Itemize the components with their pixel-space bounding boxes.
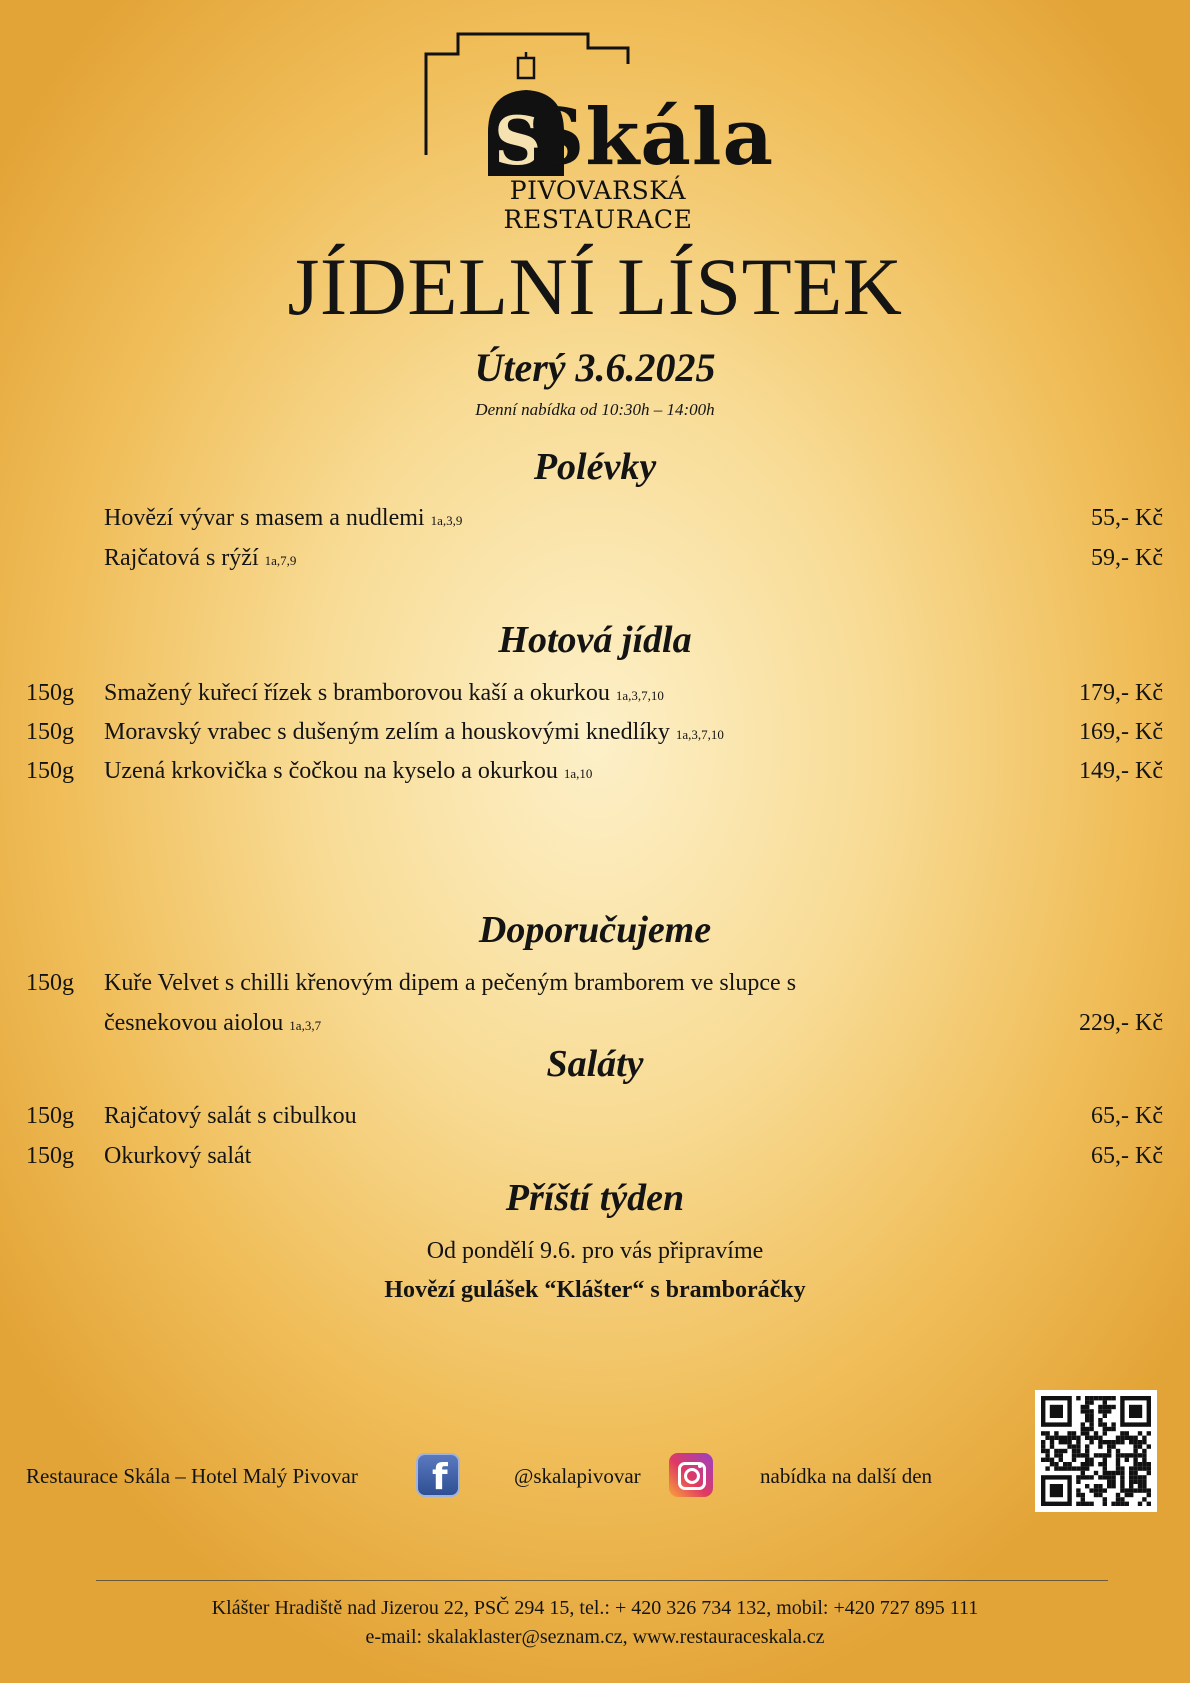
- logo-subtitle: PIVOVARSKÁ RESTAURACE: [503, 176, 693, 234]
- qr-code-graphic: [1035, 1390, 1157, 1512]
- item-price: 149,- Kč: [1079, 758, 1163, 784]
- instagram-handle[interactable]: @skalapivovar: [514, 1464, 641, 1488]
- item-allergens: 1a,3,9: [430, 513, 463, 528]
- menu-item: [0, 1103, 1190, 1141]
- footer-address: Klášter Hradiště nad Jizerou 22, PSČ 294 15, tel.: + 420 326 734 132, mobil: +420 727 895 111: [211, 1597, 979, 1619]
- section-heading-recommend: Doporučujeme: [478, 909, 712, 951]
- footer-divider: [96, 1580, 1108, 1581]
- section-heading-next-week: Příští týden: [505, 1177, 685, 1219]
- menu-item: [0, 970, 1190, 1008]
- next-week-dish: Hovězí gulášek “Klášter“ s bramboráčky: [384, 1277, 806, 1303]
- next-week-intro: Od pondělí 9.6. pro vás připravíme: [426, 1238, 764, 1264]
- item-weight: 150g: [26, 970, 74, 996]
- item-weight: 150g: [26, 1143, 74, 1169]
- item-name: Okurkový salát: [104, 1143, 252, 1169]
- next-day-note: nabídka na další den: [760, 1464, 933, 1488]
- item-weight: 150g: [26, 758, 74, 784]
- restaurant-name: Restaurace Skála – Hotel Malý Pivovar: [26, 1464, 358, 1488]
- item-name: Hovězí vývar s masem a nudlemi: [104, 505, 425, 531]
- item-allergens: 1a,3,7,10: [615, 688, 664, 703]
- item-allergens: 1a,3,7: [289, 1018, 322, 1033]
- section-heading-soups: Polévky: [533, 446, 657, 488]
- logo-letter-s: S: [494, 102, 542, 180]
- item-price: 65,- Kč: [1091, 1143, 1163, 1169]
- footer-contact[interactable]: e-mail: skalaklaster@seznam.cz, www.restauraceskala.cz: [365, 1626, 825, 1648]
- item-name-wrap: [104, 545, 296, 572]
- item-price: 59,- Kč: [1091, 545, 1163, 571]
- section-heading-mains: Hotová jídla: [498, 619, 692, 661]
- item-weight: 150g: [26, 719, 74, 745]
- menu-item: [0, 545, 1190, 583]
- item-name: Smažený kuřecí řízek s bramborovou kaší a okurkou: [104, 680, 610, 706]
- item-name-line1: Kuře Velvet s chilli křenovým dipem a pečeným bramborem ve slupce s: [104, 970, 797, 996]
- item-name-line2: česnekovou aiolou: [104, 1010, 284, 1036]
- menu-item: [0, 719, 1190, 757]
- menu-title: JÍDELNÍ LÍSTEK: [287, 241, 903, 332]
- menu-item: [0, 680, 1190, 718]
- item-name-wrap: [104, 1010, 321, 1037]
- restaurant-logo: [418, 30, 778, 234]
- item-name: Uzená krkovička s čočkou na kyselo a okurkou: [104, 758, 558, 784]
- item-allergens: 1a,10: [563, 766, 593, 781]
- item-price: 229,- Kč: [1079, 1010, 1163, 1036]
- item-name: Moravský vrabec s dušeným zelím a houskovými knedlíky: [104, 719, 670, 745]
- item-name-wrap: [104, 680, 664, 707]
- menu-item: [0, 758, 1190, 796]
- item-allergens: 1a,3,7,10: [675, 727, 724, 742]
- item-price: 55,- Kč: [1091, 505, 1163, 531]
- qr-code[interactable]: [1035, 1390, 1157, 1512]
- serving-hours: Denní nabídka od 10:30h – 14:00h: [475, 400, 715, 419]
- item-weight: 150g: [26, 680, 74, 706]
- item-allergens: 1a,7,9: [264, 553, 297, 568]
- section-heading-salads: Saláty: [546, 1043, 644, 1085]
- item-name: Rajčatová s rýží: [104, 545, 259, 571]
- instagram-icon[interactable]: [669, 1453, 713, 1497]
- item-name-wrap: [104, 758, 592, 785]
- item-weight: 150g: [26, 1103, 74, 1129]
- menu-item: [0, 505, 1190, 543]
- item-price: 179,- Kč: [1079, 680, 1163, 706]
- item-price: 169,- Kč: [1079, 719, 1163, 745]
- facebook-icon[interactable]: f: [416, 1453, 460, 1497]
- logo-wordmark: Skála: [528, 92, 775, 183]
- item-price: 65,- Kč: [1091, 1103, 1163, 1129]
- item-name-wrap: [104, 505, 462, 532]
- menu-date: Úterý 3.6.2025: [474, 345, 716, 390]
- item-name: Rajčatový salát s cibulkou: [104, 1103, 357, 1129]
- item-name-wrap: [104, 719, 724, 746]
